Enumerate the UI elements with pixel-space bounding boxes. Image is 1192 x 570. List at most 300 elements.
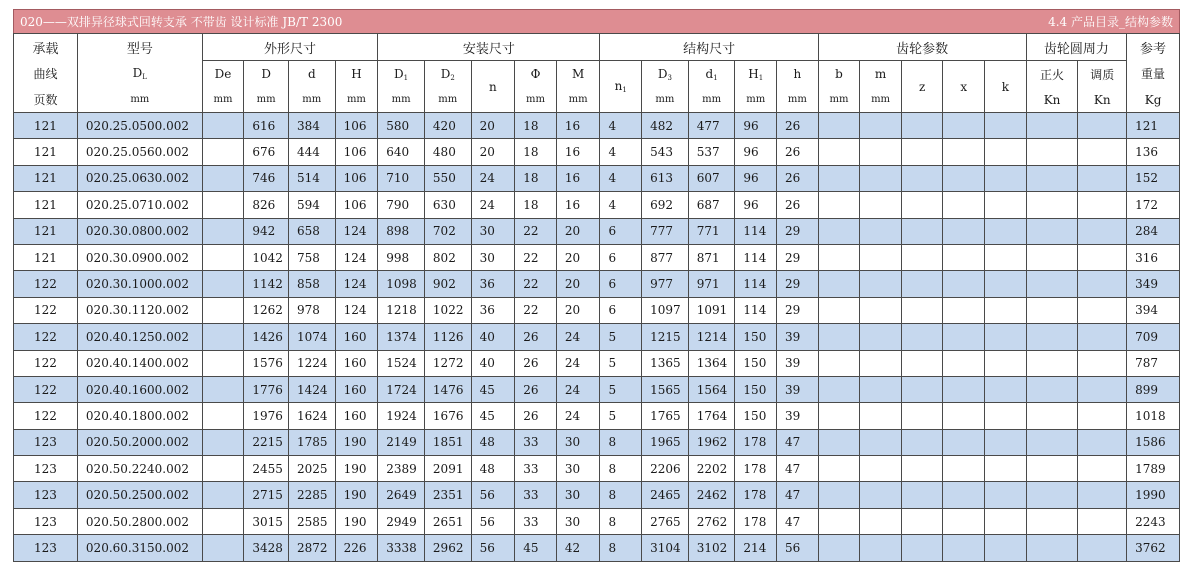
table-cell: 4 xyxy=(600,165,642,191)
empty-cell xyxy=(818,271,860,297)
table-cell: 1142 xyxy=(244,271,289,297)
table-row xyxy=(14,192,1180,218)
table-cell: 136 xyxy=(1127,139,1180,165)
table-cell: 2462 xyxy=(688,482,735,508)
table-cell: 020.30.1120.002 xyxy=(77,297,202,323)
empty-cell xyxy=(943,535,985,561)
table-cell: 40 xyxy=(471,350,515,376)
table-cell: 640 xyxy=(378,139,425,165)
empty-cell xyxy=(1026,403,1078,429)
unit-model: mm xyxy=(77,87,202,113)
table-cell: 550 xyxy=(424,165,471,191)
table-cell: 96 xyxy=(735,192,777,218)
table-cell: 1564 xyxy=(688,376,735,402)
empty-cell xyxy=(860,165,902,191)
table-cell: 771 xyxy=(688,218,735,244)
table-cell: 1365 xyxy=(642,350,689,376)
table-cell: 977 xyxy=(642,271,689,297)
table-cell: 1074 xyxy=(288,324,335,350)
table-cell: 2465 xyxy=(642,482,689,508)
empty-cell xyxy=(1026,324,1078,350)
table-cell: 30 xyxy=(556,456,600,482)
table-cell: 114 xyxy=(735,297,777,323)
table-cell: 942 xyxy=(244,218,289,244)
empty-cell xyxy=(985,324,1027,350)
col-k: k xyxy=(985,61,1027,113)
table-cell: 1224 xyxy=(288,350,335,376)
table-cell: 020.30.1000.002 xyxy=(77,271,202,297)
table-cell: 45 xyxy=(471,403,515,429)
empty-cell xyxy=(901,324,943,350)
table-cell: 1962 xyxy=(688,429,735,455)
table-cell: 978 xyxy=(288,297,335,323)
empty-cell xyxy=(985,456,1027,482)
table-cell: 26 xyxy=(515,376,557,402)
table-cell: 122 xyxy=(14,271,78,297)
table-cell xyxy=(202,165,244,191)
table-cell: 121 xyxy=(14,139,78,165)
table-header xyxy=(14,34,1180,113)
table-cell: 899 xyxy=(1127,376,1180,402)
empty-cell xyxy=(985,218,1027,244)
table-cell: 2215 xyxy=(244,429,289,455)
table-cell: 45 xyxy=(471,376,515,402)
table-cell: 676 xyxy=(244,139,289,165)
empty-cell xyxy=(818,324,860,350)
table-cell: 858 xyxy=(288,271,335,297)
table-cell xyxy=(202,218,244,244)
empty-cell xyxy=(818,482,860,508)
unit-h: mm xyxy=(777,87,819,113)
col-d1: $d_1$ xyxy=(688,61,735,88)
col-D3: $D_3$ xyxy=(642,61,689,88)
empty-cell xyxy=(1026,218,1078,244)
table-cell: 40 xyxy=(471,324,515,350)
empty-cell xyxy=(901,192,943,218)
empty-cell xyxy=(1026,192,1078,218)
table-cell: 8 xyxy=(600,429,642,455)
table-cell: 284 xyxy=(1127,218,1180,244)
empty-cell xyxy=(901,482,943,508)
table-cell: 482 xyxy=(642,113,689,139)
table-cell xyxy=(202,456,244,482)
table-cell: 20 xyxy=(471,139,515,165)
empty-cell xyxy=(1078,297,1127,323)
table-cell: 121 xyxy=(1127,113,1180,139)
table-cell: 2149 xyxy=(378,429,425,455)
table-cell: 630 xyxy=(424,192,471,218)
empty-cell xyxy=(985,297,1027,323)
empty-cell xyxy=(985,482,1027,508)
table-cell: 514 xyxy=(288,165,335,191)
table-row xyxy=(14,482,1180,508)
empty-cell xyxy=(818,113,860,139)
group-gear-params: 齿轮参数 xyxy=(818,34,1026,61)
table-row xyxy=(14,456,1180,482)
empty-cell xyxy=(901,535,943,561)
empty-cell xyxy=(943,113,985,139)
title-left: 020——双排异径球式回转支承 不带齿 设计标准 JB/T 2300 xyxy=(20,15,343,29)
empty-cell xyxy=(818,192,860,218)
empty-cell xyxy=(943,403,985,429)
unit-D: mm xyxy=(244,87,289,113)
table-cell: 1262 xyxy=(244,297,289,323)
table-cell: 47 xyxy=(777,508,819,534)
table-cell: 020.50.2000.002 xyxy=(77,429,202,455)
table-cell: 39 xyxy=(777,376,819,402)
table-cell: 106 xyxy=(335,192,378,218)
table-cell: 123 xyxy=(14,535,78,561)
table-cell: 33 xyxy=(515,429,557,455)
table-cell: 8 xyxy=(600,508,642,534)
table-cell: 5 xyxy=(600,403,642,429)
table-cell: 122 xyxy=(14,376,78,402)
table-cell: 1565 xyxy=(642,376,689,402)
empty-cell xyxy=(1026,376,1078,402)
col-load-curve-3: 页数 xyxy=(14,87,78,113)
empty-cell xyxy=(985,350,1027,376)
empty-cell xyxy=(818,376,860,402)
empty-cell xyxy=(943,429,985,455)
table-cell: 178 xyxy=(735,456,777,482)
table-cell: 160 xyxy=(335,403,378,429)
empty-cell xyxy=(818,297,860,323)
table-cell: 26 xyxy=(777,165,819,191)
table-cell: 22 xyxy=(515,244,557,270)
table-cell: 746 xyxy=(244,165,289,191)
col-z: z xyxy=(901,61,943,113)
table-cell: 150 xyxy=(735,376,777,402)
table-cell: 1018 xyxy=(1127,403,1180,429)
empty-cell xyxy=(1078,324,1127,350)
table-cell: 1990 xyxy=(1127,482,1180,508)
empty-cell xyxy=(901,139,943,165)
table-cell xyxy=(202,244,244,270)
table-cell: 114 xyxy=(735,271,777,297)
empty-cell xyxy=(1078,535,1127,561)
col-phi: Φ xyxy=(515,61,557,88)
table-cell xyxy=(202,297,244,323)
table-cell: 787 xyxy=(1127,350,1180,376)
empty-cell xyxy=(1026,429,1078,455)
table-cell: 178 xyxy=(735,482,777,508)
table-cell: 18 xyxy=(515,165,557,191)
empty-cell xyxy=(1026,297,1078,323)
empty-cell xyxy=(818,508,860,534)
table-cell: 22 xyxy=(515,271,557,297)
table-cell: 6 xyxy=(600,271,642,297)
table-cell: 124 xyxy=(335,271,378,297)
table-cell: 020.25.0560.002 xyxy=(77,139,202,165)
empty-cell xyxy=(901,297,943,323)
table-cell: 384 xyxy=(288,113,335,139)
table-cell: 1364 xyxy=(688,350,735,376)
table-cell: 26 xyxy=(777,139,819,165)
table-cell: 020.25.0630.002 xyxy=(77,165,202,191)
empty-cell xyxy=(985,165,1027,191)
col-tempered: 调质 xyxy=(1078,61,1127,88)
table-cell: 2651 xyxy=(424,508,471,534)
table-cell: 477 xyxy=(688,113,735,139)
table-cell: 2243 xyxy=(1127,508,1180,534)
table-cell: 1022 xyxy=(424,297,471,323)
col-m: m xyxy=(860,61,902,88)
table-cell: 2585 xyxy=(288,508,335,534)
table-cell: 178 xyxy=(735,508,777,534)
table-cell: 2351 xyxy=(424,482,471,508)
empty-cell xyxy=(1078,113,1127,139)
table-cell: 1676 xyxy=(424,403,471,429)
table-cell: 2455 xyxy=(244,456,289,482)
empty-cell xyxy=(1078,218,1127,244)
table-cell: 33 xyxy=(515,482,557,508)
table-cell: 5 xyxy=(600,350,642,376)
table-cell: 020.25.0710.002 xyxy=(77,192,202,218)
table-cell: 1624 xyxy=(288,403,335,429)
table-cell: 24 xyxy=(556,403,600,429)
empty-cell xyxy=(985,403,1027,429)
table-cell: 121 xyxy=(14,244,78,270)
col-D1: $D_1$ xyxy=(378,61,425,88)
table-cell: 758 xyxy=(288,244,335,270)
table-row xyxy=(14,139,1180,165)
title-right: 4.4 产品目录_结构参数 xyxy=(1048,15,1173,29)
table-cell: 26 xyxy=(515,350,557,376)
col-h: h xyxy=(777,61,819,88)
table-cell: 2091 xyxy=(424,456,471,482)
table-cell: 16 xyxy=(556,113,600,139)
table-cell: 6 xyxy=(600,218,642,244)
table-cell: 2962 xyxy=(424,535,471,561)
group-install-dims: 安装尺寸 xyxy=(378,34,600,61)
table-row xyxy=(14,508,1180,534)
table-cell: 2762 xyxy=(688,508,735,534)
col-n: n xyxy=(471,61,515,113)
table-cell: 1724 xyxy=(378,376,425,402)
table-cell xyxy=(202,350,244,376)
table-cell xyxy=(202,113,244,139)
empty-cell xyxy=(1026,244,1078,270)
empty-cell xyxy=(818,244,860,270)
empty-cell xyxy=(901,403,943,429)
table-cell: 47 xyxy=(777,456,819,482)
table-row xyxy=(14,218,1180,244)
unit-b: mm xyxy=(818,87,860,113)
table-cell: 020.50.2800.002 xyxy=(77,508,202,534)
table-cell: 826 xyxy=(244,192,289,218)
col-load-curve-2: 曲线 xyxy=(14,61,78,88)
table-cell: 33 xyxy=(515,508,557,534)
table-cell: 2389 xyxy=(378,456,425,482)
group-structure-dims: 结构尺寸 xyxy=(600,34,818,61)
table-cell xyxy=(202,429,244,455)
empty-cell xyxy=(860,113,902,139)
table-cell: 1765 xyxy=(642,403,689,429)
unit-tempered: Kn xyxy=(1078,87,1127,113)
table-cell: 20 xyxy=(556,271,600,297)
empty-cell xyxy=(901,113,943,139)
table-cell: 106 xyxy=(335,165,378,191)
table-cell xyxy=(202,482,244,508)
table-cell: 1042 xyxy=(244,244,289,270)
empty-cell xyxy=(860,403,902,429)
col-x: x xyxy=(943,61,985,113)
table-cell: 543 xyxy=(642,139,689,165)
table-cell: 020.40.1800.002 xyxy=(77,403,202,429)
table-cell: 30 xyxy=(556,482,600,508)
table-cell: 124 xyxy=(335,297,378,323)
table-cell: 150 xyxy=(735,403,777,429)
title-bar xyxy=(13,9,1180,33)
table-cell: 8 xyxy=(600,482,642,508)
empty-cell xyxy=(860,508,902,534)
unit-weight: Kg xyxy=(1127,87,1180,113)
empty-cell xyxy=(943,508,985,534)
empty-cell xyxy=(943,218,985,244)
table-cell: 20 xyxy=(556,244,600,270)
table-cell: 3762 xyxy=(1127,535,1180,561)
table-cell: 42 xyxy=(556,535,600,561)
table-cell: 4 xyxy=(600,113,642,139)
table-cell: 56 xyxy=(777,535,819,561)
empty-cell xyxy=(860,324,902,350)
col-M: M xyxy=(556,61,600,88)
table-cell: 2949 xyxy=(378,508,425,534)
table-cell xyxy=(202,376,244,402)
table-cell: 29 xyxy=(777,244,819,270)
table-cell: 2872 xyxy=(288,535,335,561)
table-cell: 5 xyxy=(600,324,642,350)
table-cell: 2649 xyxy=(378,482,425,508)
col-De: De xyxy=(202,61,244,88)
empty-cell xyxy=(1078,429,1127,455)
table-cell: 1576 xyxy=(244,350,289,376)
table-cell: 24 xyxy=(471,165,515,191)
unit-phi: mm xyxy=(515,87,557,113)
table-cell: 1098 xyxy=(378,271,425,297)
table-cell: 48 xyxy=(471,429,515,455)
table-cell: 123 xyxy=(14,508,78,534)
empty-cell xyxy=(860,297,902,323)
table-row xyxy=(14,350,1180,376)
table-cell: 580 xyxy=(378,113,425,139)
table-cell: 1218 xyxy=(378,297,425,323)
empty-cell xyxy=(860,429,902,455)
table-cell: 594 xyxy=(288,192,335,218)
table-cell: 24 xyxy=(556,324,600,350)
catalog-sheet xyxy=(13,9,1180,562)
table-cell: 2715 xyxy=(244,482,289,508)
table-cell: 122 xyxy=(14,403,78,429)
table-cell: 710 xyxy=(378,165,425,191)
table-cell: 420 xyxy=(424,113,471,139)
table-cell: 998 xyxy=(378,244,425,270)
empty-cell xyxy=(901,218,943,244)
col-weight: 重量 xyxy=(1127,61,1180,88)
table-cell: 1476 xyxy=(424,376,471,402)
table-cell: 1789 xyxy=(1127,456,1180,482)
empty-cell xyxy=(1026,271,1078,297)
table-cell: 971 xyxy=(688,271,735,297)
table-body xyxy=(14,113,1180,562)
table-cell: 1126 xyxy=(424,324,471,350)
table-cell: 5 xyxy=(600,376,642,402)
empty-cell xyxy=(985,244,1027,270)
empty-cell xyxy=(901,271,943,297)
table-cell: 30 xyxy=(556,508,600,534)
table-cell: 150 xyxy=(735,350,777,376)
table-cell: 122 xyxy=(14,324,78,350)
table-cell xyxy=(202,535,244,561)
table-cell: 616 xyxy=(244,113,289,139)
table-cell: 1965 xyxy=(642,429,689,455)
table-cell: 29 xyxy=(777,271,819,297)
table-cell: 16 xyxy=(556,192,600,218)
empty-cell xyxy=(943,165,985,191)
table-cell: 96 xyxy=(735,113,777,139)
empty-cell xyxy=(860,192,902,218)
empty-cell xyxy=(901,350,943,376)
table-cell: 790 xyxy=(378,192,425,218)
table-cell xyxy=(202,403,244,429)
table-cell: 394 xyxy=(1127,297,1180,323)
table-cell: 020.40.1250.002 xyxy=(77,324,202,350)
table-cell: 96 xyxy=(735,139,777,165)
empty-cell xyxy=(901,165,943,191)
table-cell: 702 xyxy=(424,218,471,244)
empty-cell xyxy=(860,456,902,482)
table-cell: 96 xyxy=(735,165,777,191)
table-cell: 537 xyxy=(688,139,735,165)
table-cell: 898 xyxy=(378,218,425,244)
table-cell xyxy=(202,192,244,218)
empty-cell xyxy=(860,271,902,297)
table-cell: 6 xyxy=(600,297,642,323)
empty-cell xyxy=(1026,113,1078,139)
table-cell: 114 xyxy=(735,244,777,270)
table-row xyxy=(14,113,1180,139)
empty-cell xyxy=(985,535,1027,561)
table-cell: 152 xyxy=(1127,165,1180,191)
table-cell xyxy=(202,324,244,350)
table-cell: 316 xyxy=(1127,244,1180,270)
table-cell: 18 xyxy=(515,113,557,139)
unit-M: mm xyxy=(556,87,600,113)
col-H: H xyxy=(335,61,378,88)
table-cell: 39 xyxy=(777,403,819,429)
table-cell: 124 xyxy=(335,218,378,244)
table-cell: 123 xyxy=(14,429,78,455)
table-cell: 106 xyxy=(335,139,378,165)
table-row xyxy=(14,324,1180,350)
empty-cell xyxy=(860,244,902,270)
table-cell: 190 xyxy=(335,456,378,482)
table-cell: 020.60.3150.002 xyxy=(77,535,202,561)
empty-cell xyxy=(1078,508,1127,534)
table-cell: 56 xyxy=(471,508,515,534)
empty-cell xyxy=(1078,139,1127,165)
table-row xyxy=(14,429,1180,455)
table-cell: 020.25.0500.002 xyxy=(77,113,202,139)
table-cell: 56 xyxy=(471,535,515,561)
empty-cell xyxy=(818,456,860,482)
table-cell: 114 xyxy=(735,218,777,244)
table-cell: 22 xyxy=(515,297,557,323)
empty-cell xyxy=(860,376,902,402)
parameter-table xyxy=(13,33,1180,562)
empty-cell xyxy=(1078,403,1127,429)
table-cell: 178 xyxy=(735,429,777,455)
